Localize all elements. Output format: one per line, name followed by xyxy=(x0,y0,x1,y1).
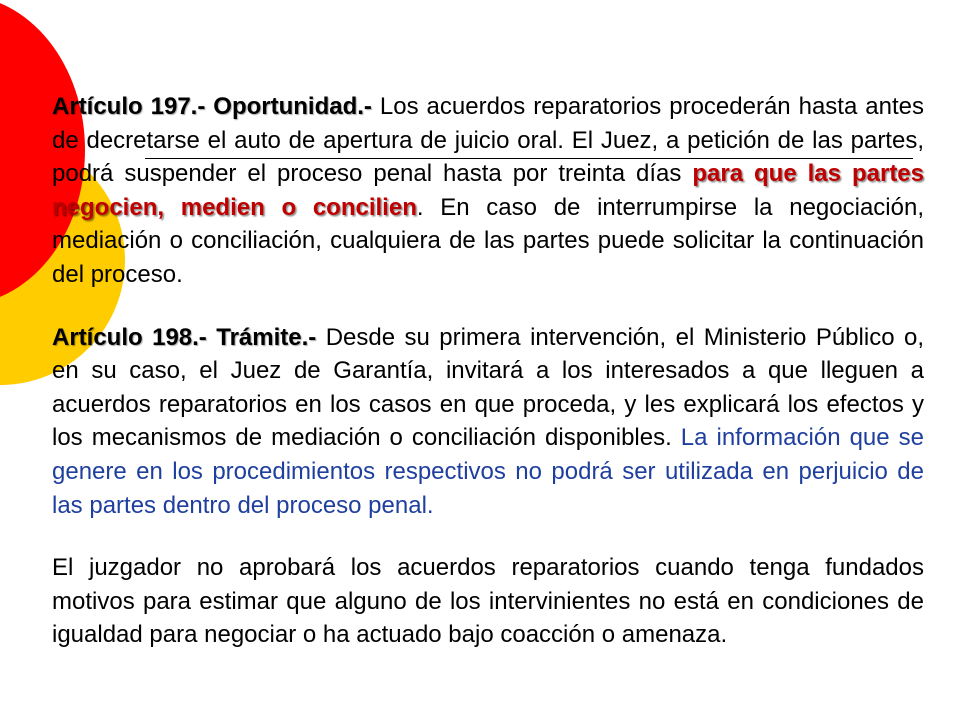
article-197-paragraph xyxy=(52,90,924,292)
article-198-heading: Artículo 198.- Trámite.- xyxy=(52,323,317,351)
article-197-text-before: Los acuerdos reparatorios procederán hasta antes de decretarse el auto de apertura de juicio oral. El Juez, a petición de las partes, podrá suspender el proceso penal hasta por treinta días xyxy=(52,93,924,188)
article-198-blue-text: La información que se genere en los procedimientos respectivos no podrá ser utilizada en perjuicio de las partes dentro del proceso penal. xyxy=(52,424,924,519)
article-198-paragraph xyxy=(52,321,924,523)
closing-paragraph: El juzgador no aprobará los acuerdos reparatorios cuando tenga fundados motivos para estimar que alguno de los intervinientes no está en condiciones de igualdad para negociar o ha actuado bajo coacción o amenaza. xyxy=(52,554,924,649)
article-197-text-after: . En caso de interrumpirse la negociación, mediación o conciliación, cualquiera de las partes puede solicitar la continuación del proceso. xyxy=(52,193,925,288)
article-198-text-before: Desde su primera intervención, el Ministerio Público o, en su caso, el Juez de Garantía, invitará a los interesados a que lleguen a acuerdos reparatorios en los casos en que proceda, y les explicará los efectos y los mecanismos de mediación o conciliación disponibles. xyxy=(52,323,924,452)
article-197-highlight: para que las partes negocien, medien o concilien xyxy=(52,160,925,221)
slide-content xyxy=(52,90,924,652)
article-197-heading: Artículo 197.- Oportunidad.- xyxy=(52,93,372,120)
